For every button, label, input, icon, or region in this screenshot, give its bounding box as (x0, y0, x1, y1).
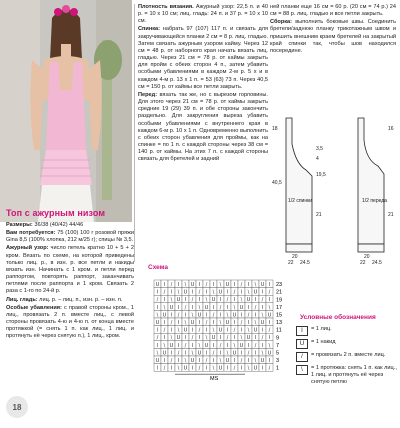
chart-stitch-symbol: U (253, 365, 258, 372)
chart-stitch-symbol: I (240, 289, 243, 296)
chart-stitch-symbol: U (218, 327, 223, 334)
paragraph (138, 4, 268, 25)
paragraph-text: 75 (100) 100 г розовой пряжи Gina 8,5 (100% хлопка, 212 м/25 г); спицы № 3,5. (6, 230, 134, 244)
chart-stitch-symbol: U (218, 365, 223, 372)
dim-label: 24,5 (300, 260, 310, 264)
chart-stitch-symbol: U (190, 320, 195, 326)
chart-stitch-symbol: U (232, 350, 237, 357)
chart-stitch-symbol: I (254, 297, 257, 304)
chart-stitch-symbol: \ (219, 320, 222, 326)
chart-stitch-symbol: I (212, 358, 215, 364)
chart-stitch-symbol: / (170, 320, 173, 326)
chart-stitch-symbol: \ (184, 282, 187, 288)
dim-label: 24,5 (372, 260, 382, 264)
chart-stitch-symbol: \ (156, 312, 159, 319)
chart-stitch-symbol: U (169, 304, 174, 311)
chart-stitch-symbol: I (219, 297, 222, 304)
dim-label: 18 (272, 126, 278, 132)
instructions-column-1 (6, 222, 134, 342)
instructions-column-3 (270, 4, 396, 56)
chart-stitch-symbol: \ (177, 365, 180, 372)
paragraph-text: лиц. р. – лиц. п., изн. р. – изн. п. (37, 296, 123, 303)
chart-stitch-symbol: / (254, 304, 257, 311)
dim-label: 21 (388, 212, 394, 218)
chart-stitch-symbol: \ (212, 327, 215, 334)
chart-stitch-symbol: / (254, 342, 257, 349)
chart-stitch-symbol: U (225, 358, 230, 364)
chart-row-number: 23 (276, 282, 283, 289)
paragraph-text: число петель кратно 10 + 5 + 2 кром. Вязать по схеме, на которой приведены только лиц. р., в изн. р. все петли и накиды вязать изн. Начинать с 1 кром. и петли перед раппортом, повторять раппорт, заканчивать петлями после раппорта и 1 кром. Связать 2 раза с 1-го по 24-й р. (6, 245, 134, 295)
chart-stitch-symbol: I (268, 358, 271, 364)
chart-stitch-symbol: I (254, 312, 257, 319)
chart-row-number: 9 (276, 335, 280, 342)
chart-row-number: 15 (276, 312, 283, 319)
paragraph-heading: Размеры: (6, 222, 33, 228)
stitch-chart (148, 278, 290, 390)
chart-stitch-symbol: I (156, 327, 159, 334)
chart-repeat-label: MS (210, 376, 219, 383)
chart-stitch-symbol: / (219, 304, 222, 311)
chart-stitch-symbol: U (190, 358, 195, 364)
legend-symbol: / (296, 352, 308, 362)
chart-row-number: 7 (276, 342, 280, 349)
chart-stitch-symbol: I (205, 350, 208, 357)
chart-stitch-symbol: \ (226, 350, 229, 357)
chart-stitch-symbol: I (212, 282, 215, 288)
chart-stitch-symbol: I (233, 320, 236, 326)
chart-stitch-symbol: I (198, 320, 201, 326)
chart-stitch-symbol: / (163, 365, 166, 372)
chart-stitch-symbol: U (155, 282, 160, 288)
chart-stitch-symbol: / (170, 358, 173, 364)
paragraph-text: Ажурный узор: 22,5 п. и 40 р. = 10 х 10 см; лиц. гладь: 24 п. и 37 р. = 10 х 10 см. (138, 4, 268, 25)
legend-title: Условные обозначения (300, 314, 376, 321)
chart-stitch-symbol: I (219, 350, 222, 357)
chart-stitch-symbol: U (253, 289, 258, 296)
chart-stitch-symbol: \ (219, 358, 222, 364)
chart-stitch-symbol: / (198, 289, 201, 296)
chart-stitch-symbol: I (240, 312, 243, 319)
chart-stitch-symbol: I (212, 342, 215, 349)
chart-stitch-symbol: I (163, 335, 166, 342)
chart-stitch-symbol: I (219, 335, 222, 342)
chart-stitch-symbol: / (233, 365, 236, 372)
chart-stitch-symbol: I (254, 350, 257, 357)
chart-stitch-symbol: I (205, 289, 208, 296)
chart-stitch-symbol: I (268, 297, 271, 304)
instructions-column-2 (138, 4, 268, 164)
chart-stitch-symbol: I (205, 327, 208, 334)
page-title: Топ с ажурным низом (6, 208, 106, 218)
chart-stitch-symbol: U (267, 312, 272, 319)
chart-stitch-symbol: I (240, 327, 243, 334)
chart-stitch-symbol: \ (261, 312, 264, 319)
legend-item (296, 352, 398, 362)
chart-stitch-symbol: U (253, 327, 258, 334)
dim-label: 20 (364, 254, 370, 260)
chart-stitch-symbol: U (211, 297, 216, 304)
chart-stitch-symbol: / (184, 304, 187, 311)
chart-stitch-symbol: \ (212, 365, 215, 372)
back-pattern-diagram (286, 118, 312, 252)
paragraph-heading: Спинка: (138, 26, 161, 33)
dim-label: 22 (288, 260, 294, 264)
chart-stitch-symbol: \ (184, 358, 187, 364)
legend-symbol: I (296, 326, 308, 336)
chart-stitch-symbol: I (261, 289, 264, 296)
chart-stitch-symbol: I (226, 304, 229, 311)
legend-text: = 1 протяжка: снять 1 п. как лиц., 1 лиц. и протянуть её через снятую петлю (311, 365, 397, 385)
chart-stitch-symbol: U (162, 350, 167, 357)
chart-stitch-symbol: I (247, 282, 250, 288)
chart-stitch-symbol: \ (156, 350, 159, 357)
paragraph-text: с правой стороны кром., 1 лиц., провязать 2 п. вместе лиц., с левой стороны провязать 4-ю и 4-ю п. от конца вместе протяжкой (= снять 1 п. как лиц., 1 лиц. и протянуть её через снятую п.), 1 лиц., кром. (6, 304, 134, 340)
chart-stitch-symbol: U (225, 282, 230, 288)
chart-stitch-symbol: \ (240, 297, 243, 304)
chart-stitch-symbol: I (177, 358, 180, 364)
column-divider (134, 4, 135, 262)
pattern-diagrams (270, 104, 400, 264)
dim-label: 20 (292, 254, 298, 260)
chart-stitch-symbol: / (268, 365, 271, 372)
chart-stitch-symbol: U (225, 320, 230, 326)
chart-stitch-symbol: I (198, 297, 201, 304)
chart-stitch-symbol: / (247, 312, 250, 319)
chart-stitch-symbol: U (260, 320, 265, 326)
chart-stitch-symbol: U (155, 358, 160, 364)
chart-stitch-symbol: I (177, 282, 180, 288)
chart-stitch-symbol: I (212, 320, 215, 326)
chart-stitch-symbol: I (233, 297, 236, 304)
chart-stitch-symbol: I (247, 320, 250, 326)
paragraph-text: набрать 97 (107) 117 п. и связать для закручивающейся планки 2 см = 8 р. лиц. гладью. Затем связать ажурным узором кайму. Через 12 см = 48 р. от наборного края начать вязать лиц. гладью. Через 21 см = 78 р. от каймы закрыть для пройм с обеих сторон 4 п., затем убавить особыми убавлениями в каждом 2-м р. 5 х и в каждом 4-м р. 13 х 1 п. = 53 (63) 73 п. Через 40,5 см = 150 р. от каймы все петли закрыть. (138, 26, 268, 90)
chart-stitch-symbol: \ (261, 350, 264, 357)
paragraph (6, 222, 134, 229)
paragraph-heading: Лиц. гладь: (6, 296, 38, 303)
chart-stitch-symbol: I (184, 297, 187, 304)
legend (296, 326, 398, 389)
chart-stitch-symbol: \ (268, 304, 271, 311)
chart-stitch-symbol: I (156, 365, 159, 372)
chart-stitch-symbol: I (226, 289, 229, 296)
chart-stitch-symbol: / (191, 297, 194, 304)
chart-stitch-symbol: \ (170, 335, 173, 342)
chart-row-number: 1 (276, 365, 280, 372)
chart-stitch-symbol: I (268, 320, 271, 326)
chart-stitch-symbol: I (156, 304, 159, 311)
legend-item (296, 326, 398, 336)
paragraph (6, 230, 134, 244)
paragraph (6, 305, 134, 341)
chart-stitch-symbol: U (246, 297, 251, 304)
chart-stitch-symbol: / (205, 358, 208, 364)
chart-row-number: 17 (276, 304, 283, 311)
chart-stitch-symbol: / (212, 312, 215, 319)
paragraph-heading: Плотность вязания. (138, 4, 194, 10)
chart-stitch-symbol: \ (233, 342, 236, 349)
chart-stitch-symbol: U (204, 342, 209, 349)
chart-stitch-symbol: \ (247, 365, 250, 372)
chart-stitch-symbol: U (211, 335, 216, 342)
chart-stitch-symbol: I (233, 335, 236, 342)
legend-item (296, 365, 398, 386)
paragraph-text: ней планки еще 16 см = 60 р. (20 см = 74 р.) 24 см = 88 р. лиц. гладью и все петли закрыть. (270, 4, 396, 18)
chart-stitch-symbol: I (247, 342, 250, 349)
chart-stitch-symbol: U (267, 350, 272, 357)
dim-label: 22 (360, 260, 366, 264)
chart-stitch-symbol: U (183, 289, 188, 296)
chart-stitch-symbol: / (268, 327, 271, 334)
chart-stitch-symbol: U (246, 335, 251, 342)
paragraph-text: выполнить боковые швы. Соединить бретели/заднюю планку трикотажным швом и пришить внешним краем бретелей на закрытый край спинки так, чтобы шов находился посередине. (270, 19, 396, 54)
chart-row-number: 13 (276, 320, 283, 327)
chart-stitch-symbol: I (226, 365, 229, 372)
chart-stitch-symbol: I (268, 282, 271, 288)
chart-stitch-symbol: I (163, 320, 166, 326)
chart-stitch-symbol: \ (268, 342, 271, 349)
chart-stitch-symbol: \ (254, 282, 257, 288)
chart-stitch-symbol: I (191, 289, 194, 296)
chart-row-number: 11 (276, 327, 282, 334)
chart-stitch-symbol: \ (254, 320, 257, 326)
chart-stitch-symbol: I (163, 282, 166, 288)
chart-stitch-symbol: / (240, 358, 243, 364)
chart-stitch-symbol: / (268, 289, 271, 296)
chart-stitch-symbol: \ (205, 335, 208, 342)
chart-stitch-symbol: / (156, 297, 159, 304)
chart-stitch-symbol: \ (177, 289, 180, 296)
chart-stitch-symbol: / (191, 335, 194, 342)
chart-stitch-symbol: / (163, 289, 166, 296)
chart-stitch-symbol: \ (184, 320, 187, 326)
chart-stitch-symbol: / (170, 282, 173, 288)
chart-stitch-symbol: \ (254, 358, 257, 364)
chart-stitch-symbol: U (239, 304, 244, 311)
chart-stitch-symbol: U (260, 282, 265, 288)
paragraph-heading: Сборка: (270, 19, 293, 26)
chart-stitch-symbol: \ (247, 327, 250, 334)
chart-stitch-symbol: I (212, 304, 215, 311)
scheme-title: Схема (148, 264, 169, 271)
chart-stitch-symbol: U (239, 342, 244, 349)
chart-stitch-symbol: I (226, 327, 229, 334)
chart-stitch-symbol: U (176, 297, 181, 304)
chart-stitch-symbol: \ (170, 297, 173, 304)
chart-stitch-symbol: I (261, 342, 264, 349)
chart-stitch-symbol: I (170, 312, 173, 319)
chart-stitch-symbol: \ (240, 335, 243, 342)
chart-stitch-symbol: I (254, 335, 257, 342)
chart-stitch-symbol: U (183, 365, 188, 372)
chart-stitch-symbol: I (198, 282, 201, 288)
chart-stitch-symbol: I (261, 327, 264, 334)
chart-stitch-symbol: / (212, 350, 215, 357)
chart-stitch-symbol: / (226, 335, 229, 342)
chart-stitch-symbol: I (205, 365, 208, 372)
chart-stitch-symbol: / (219, 342, 222, 349)
chart-stitch-symbol: I (198, 335, 201, 342)
chart-row-number: 3 (276, 358, 280, 365)
chart-stitch-symbol: U (190, 282, 195, 288)
dim-label: 4 (316, 156, 319, 162)
chart-stitch-symbol: U (155, 320, 160, 326)
chart-stitch-symbol: I (205, 312, 208, 319)
paragraph-heading: Вам потребуется: (6, 230, 56, 237)
model-photo (0, 0, 132, 222)
chart-stitch-symbol: I (191, 365, 194, 372)
chart-stitch-symbol: I (156, 342, 159, 349)
dim-label: 3,5 (316, 146, 323, 152)
legend-text: = 1 лиц. (311, 326, 332, 332)
chart-stitch-symbol: / (233, 289, 236, 296)
chart-row-number: 19 (276, 297, 283, 304)
chart-stitch-symbol: U (197, 350, 202, 357)
chart-stitch-symbol: / (198, 327, 201, 334)
chart-stitch-symbol: U (218, 289, 223, 296)
chart-stitch-symbol: \ (233, 304, 236, 311)
chart-stitch-symbol: I (177, 320, 180, 326)
chart-stitch-symbol: / (247, 350, 250, 357)
chart-stitch-symbol: I (191, 327, 194, 334)
dim-label: 40,5 (272, 180, 282, 186)
chart-stitch-symbol: U (204, 304, 209, 311)
chart-stitch-symbol: U (162, 312, 167, 319)
chart-stitch-symbol: I (240, 350, 243, 357)
chart-stitch-symbol: I (191, 304, 194, 311)
chart-stitch-symbol: \ (247, 289, 250, 296)
chart-stitch-symbol: / (205, 282, 208, 288)
chart-stitch-symbol: \ (198, 304, 201, 311)
chart-stitch-symbol: I (247, 304, 250, 311)
chart-stitch-symbol: / (226, 297, 229, 304)
chart-stitch-symbol: \ (198, 342, 201, 349)
chart-stitch-symbol: / (184, 342, 187, 349)
paragraph (270, 4, 396, 18)
chart-stitch-symbol: I (261, 304, 264, 311)
chart-stitch-symbol: / (163, 327, 166, 334)
chart-stitch-symbol: / (261, 335, 264, 342)
chart-stitch-symbol: I (268, 335, 271, 342)
page-number: 18 (6, 396, 28, 418)
paragraph-heading: Ажурный узор: (6, 245, 49, 252)
chart-stitch-symbol: / (233, 327, 236, 334)
chart-stitch-symbol: / (240, 320, 243, 326)
chart-stitch-symbol: \ (205, 297, 208, 304)
front-label: 1/2 переда (362, 198, 387, 204)
paragraph (138, 26, 268, 90)
chart-stitch-symbol: U (197, 312, 202, 319)
chart-stitch-symbol: U (183, 327, 188, 334)
paragraph (138, 92, 268, 164)
paragraph-heading: Перед: (138, 91, 158, 98)
chart-stitch-symbol: I (177, 342, 180, 349)
front-pattern-diagram (358, 118, 384, 252)
chart-stitch-symbol: I (170, 365, 173, 372)
chart-stitch-symbol: \ (163, 342, 166, 349)
chart-stitch-symbol: / (198, 365, 201, 372)
chart-stitch-symbol: / (177, 312, 180, 319)
chart-stitch-symbol: I (247, 358, 250, 364)
chart-row-number: 5 (276, 350, 280, 357)
chart-stitch-symbol: I (163, 297, 166, 304)
chart-stitch-symbol: I (233, 282, 236, 288)
chart-stitch-symbol: \ (226, 312, 229, 319)
chart-stitch-symbol: I (163, 358, 166, 364)
chart-stitch-symbol: / (261, 297, 264, 304)
chart-stitch-symbol: \ (219, 282, 222, 288)
chart-stitch-symbol: I (177, 304, 180, 311)
chart-stitch-symbol: / (205, 320, 208, 326)
chart-stitch-symbol: I (156, 289, 159, 296)
chart-stitch-symbol: I (184, 335, 187, 342)
paragraph (6, 245, 134, 295)
chart-stitch-symbol: I (219, 312, 222, 319)
back-label: 1/2 спинки (288, 198, 313, 204)
chart-stitch-symbol: U (169, 342, 174, 349)
chart-stitch-symbol: I (261, 365, 264, 372)
chart-stitch-symbol: / (156, 335, 159, 342)
chart-stitch-symbol: U (176, 335, 181, 342)
chart-stitch-symbol: U (260, 358, 265, 364)
chart-stitch-symbol: / (177, 350, 180, 357)
legend-text: = провязать 2 п. вместе лиц. (311, 352, 386, 358)
chart-stitch-symbol: \ (191, 312, 194, 319)
legend-symbol: \ (296, 365, 308, 375)
paragraph-heading: Особые убавления: (6, 304, 62, 311)
legend-text: = 1 накид (311, 339, 336, 345)
paragraph (6, 297, 134, 304)
chart-stitch-symbol: I (170, 289, 173, 296)
chart-stitch-symbol: \ (177, 327, 180, 334)
chart-stitch-symbol: I (233, 358, 236, 364)
chart-stitch-symbol: \ (163, 304, 166, 311)
dim-label: 21 (316, 212, 322, 218)
chart-stitch-symbol: I (184, 350, 187, 357)
chart-stitch-symbol: I (170, 327, 173, 334)
chart-stitch-symbol: I (240, 365, 243, 372)
legend-symbol: U (296, 339, 308, 349)
paragraph-text: 36/38 (40/42) 44/46 (32, 222, 84, 228)
chart-stitch-symbol: \ (191, 350, 194, 357)
chart-stitch-symbol: I (198, 358, 201, 364)
legend-item (296, 339, 398, 349)
chart-stitch-symbol: I (191, 342, 194, 349)
chart-stitch-symbol: \ (212, 289, 215, 296)
paragraph (270, 19, 396, 55)
chart-stitch-symbol: U (232, 312, 237, 319)
dim-label: 16 (388, 126, 394, 132)
chart-stitch-symbol: I (226, 342, 229, 349)
chart-row-number: 21 (276, 289, 283, 296)
paragraph-text: вязать так же, но с вырезом горловины. Для этого через 21 см = 78 р. от каймы закрыть средние 19 (29) 39 п. и обе стороны закончить раздельно. Для закругления выреза убавить особыми убавлениями с внутреннего края в каждом 6-м р. 10 х 1 п. Одновременно выполнить с обеих сторон убавления для проймы, как на спинке = по 1 п. с каждой стороны через 38 см = 140 р. от каймы. На этих 7 п. с каждой стороны связать для бретелей и задний (138, 91, 268, 163)
dim-label: 19,5 (316, 172, 326, 178)
chart-stitch-symbol: / (240, 282, 243, 288)
chart-stitch-symbol: I (170, 350, 173, 357)
chart-stitch-symbol: I (184, 312, 187, 319)
